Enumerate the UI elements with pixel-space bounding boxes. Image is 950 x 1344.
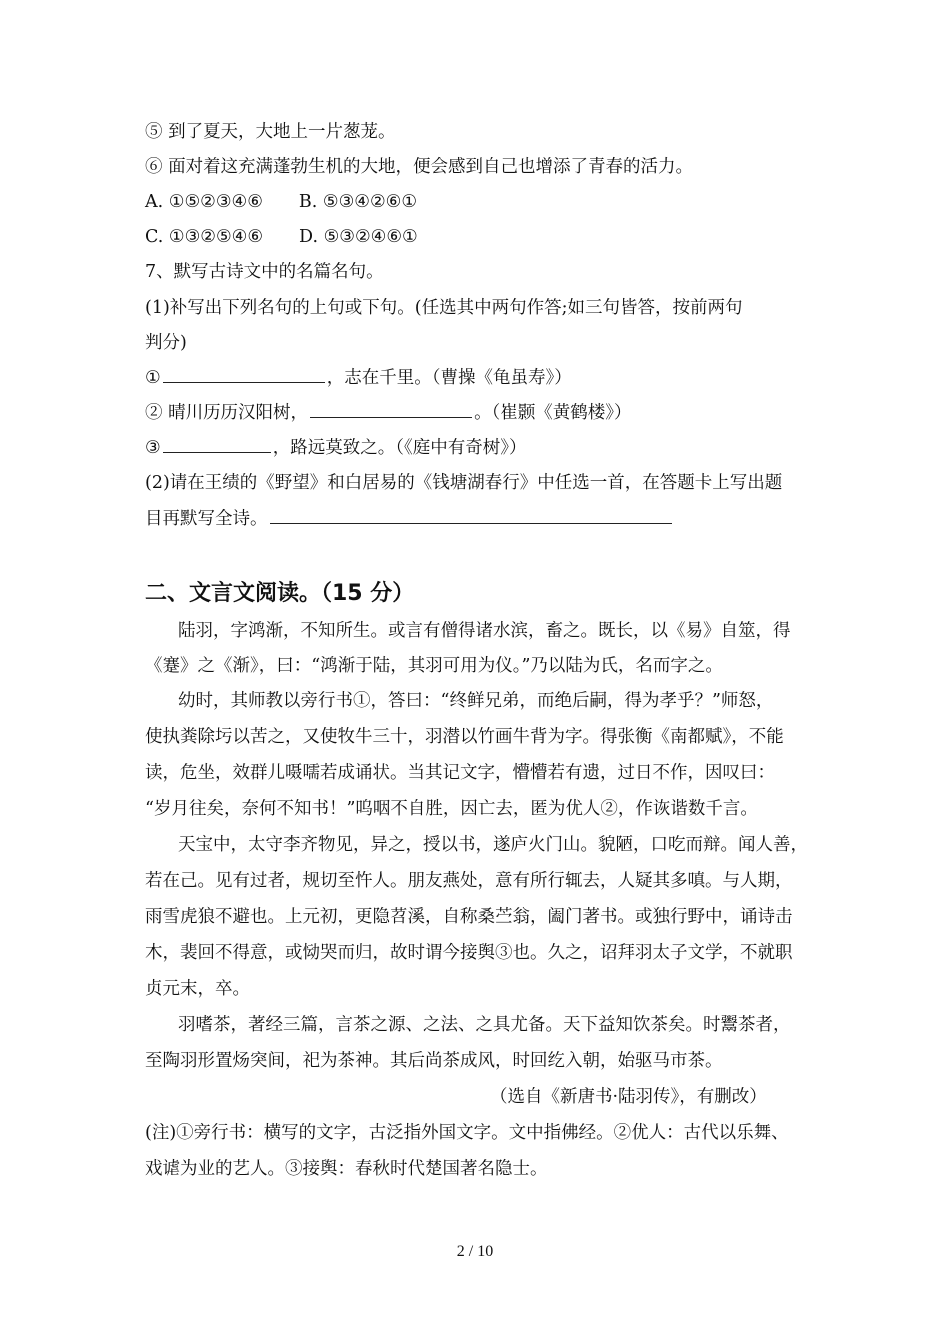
p2-line: 幼时，其师教以旁行书①，答曰：“终鲜兄弟，而绝后嗣，得为孝乎？”师怒， bbox=[178, 691, 774, 711]
q7-blank-3-text: ，路远莫致之。（《庭中有奇树》） bbox=[272, 438, 527, 458]
q7-sub1-line1: (1)补写出下列名句的上句或下句。(任选其中两句作答;如三句皆答，按前两句 bbox=[145, 298, 743, 318]
source-citation: （选自《新唐书·陆羽传》，有删改） bbox=[490, 1087, 767, 1107]
q6-options-cd bbox=[145, 225, 418, 249]
p3-line: 天宝中，太守李齐物见，异之，授以书，遂庐火门山。貌陋，口吃而辩。闻人善， bbox=[178, 835, 808, 855]
q6-options-ab bbox=[145, 190, 417, 214]
q6-item-6: ⑥ 面对着这充满蓬勃生机的大地，便会感到自己也增添了青春的活力。 bbox=[145, 157, 694, 177]
notes-line: (注)①旁行书：横写的文字，古泛指外国文字。文中指佛经。②优人：古代以乐舞、 bbox=[145, 1123, 789, 1143]
p3-line: 贞元末，卒。 bbox=[145, 979, 250, 999]
q7-blank-1-text: ，志在千里。（曹操《龟虽寿》） bbox=[326, 368, 572, 388]
p1-line: 陆羽，字鸿渐，不知所生。或言有僧得诸水滨，畜之。既长，以《易》自筮，得 bbox=[178, 621, 791, 641]
section-2-heading: 二、文言文阅读。（15 分） bbox=[145, 581, 415, 606]
notes-line: 戏谑为业的艺人。③接舆：春秋时代楚国著名隐士。 bbox=[145, 1159, 548, 1179]
q7-blank-1-number: ① bbox=[145, 368, 161, 388]
p3-line: 木，裴回不得意，或恸哭而归，故时谓今接舆③也。久之，诏拜羽太子文学，不就职 bbox=[145, 943, 793, 963]
p2-line: “岁月往矣，奈何不知书！”呜咽不自胜，因亡去，匿为优人②，作诙谐数千言。 bbox=[145, 799, 758, 819]
p2-line: 读，危坐，效群儿嗫嚅若成诵状。当其记文字，懵懵若有遗，过日不作，因叹曰： bbox=[145, 763, 775, 783]
q6-option-a: A. ①⑤②③④⑥ bbox=[145, 192, 263, 212]
q7-title: 7、默写古诗文中的名篇名句。 bbox=[145, 262, 384, 282]
q7-blank-1[interactable] bbox=[163, 366, 325, 383]
q6-item-5: ⑤ 到了夏天，大地上一片葱茏。 bbox=[145, 122, 396, 142]
p4-line: 羽嗜茶，著经三篇，言茶之源、之法、之具尤备。天下益知饮茶矣。时鬻茶者， bbox=[178, 1015, 791, 1035]
q7-sub2-line2: 目再默写全诗。 bbox=[145, 509, 268, 529]
q7-blank-2-row bbox=[145, 401, 632, 425]
p4-line: 至陶羽形置炀突间，祀为茶神。其后尚茶成风，时回纥入朝，始驱马市茶。 bbox=[145, 1051, 723, 1071]
q7-blank-3-number: ③ bbox=[145, 438, 161, 458]
q7-blank-1-row bbox=[145, 366, 572, 390]
p3-line: 雨雪虎狼不避也。上元初，更隐苕溪，自称桑苎翁，阖门著书。或独行野中，诵诗击 bbox=[145, 907, 793, 927]
page-number: 2 / 10 bbox=[456, 1243, 494, 1260]
q7-sub2-line1: (2)请在王绩的《野望》和白居易的《钱塘湖春行》中任选一首，在答题卡上写出题 bbox=[145, 473, 783, 493]
q7-blank-3-row bbox=[145, 436, 526, 460]
q6-option-c: C. ①③②⑤④⑥ bbox=[145, 227, 264, 247]
q7-blank-2-text: 。（崔颢《黄鹤楼》） bbox=[474, 403, 632, 423]
q6-option-b: B. ⑤③④②⑥① bbox=[298, 192, 418, 212]
q6-option-d: D. ⑤③②④⑥① bbox=[299, 227, 418, 247]
q7-sub2-line2-row bbox=[145, 507, 674, 531]
p1-line: 《蹇》之《渐》，曰：“鸿渐于陆，其羽可用为仪。”乃以陆为氏，名而字之。 bbox=[145, 656, 723, 676]
q7-poem-blank[interactable] bbox=[270, 507, 672, 524]
q7-blank-2-text-before: ② 晴川历历汉阳树， bbox=[145, 403, 309, 423]
q7-blank-3[interactable] bbox=[163, 436, 271, 453]
p2-line: 使执粪除圬以苦之，又使牧牛三十，羽潜以竹画牛背为字。得张衡《南都赋》，不能 bbox=[145, 727, 784, 747]
p3-line: 若在己。见有过者，规切至忤人。朋友燕处，意有所行辄去，人疑其多嗔。与人期， bbox=[145, 871, 793, 891]
q7-sub1-line2: 判分) bbox=[145, 333, 187, 353]
q7-blank-2[interactable] bbox=[310, 401, 472, 418]
